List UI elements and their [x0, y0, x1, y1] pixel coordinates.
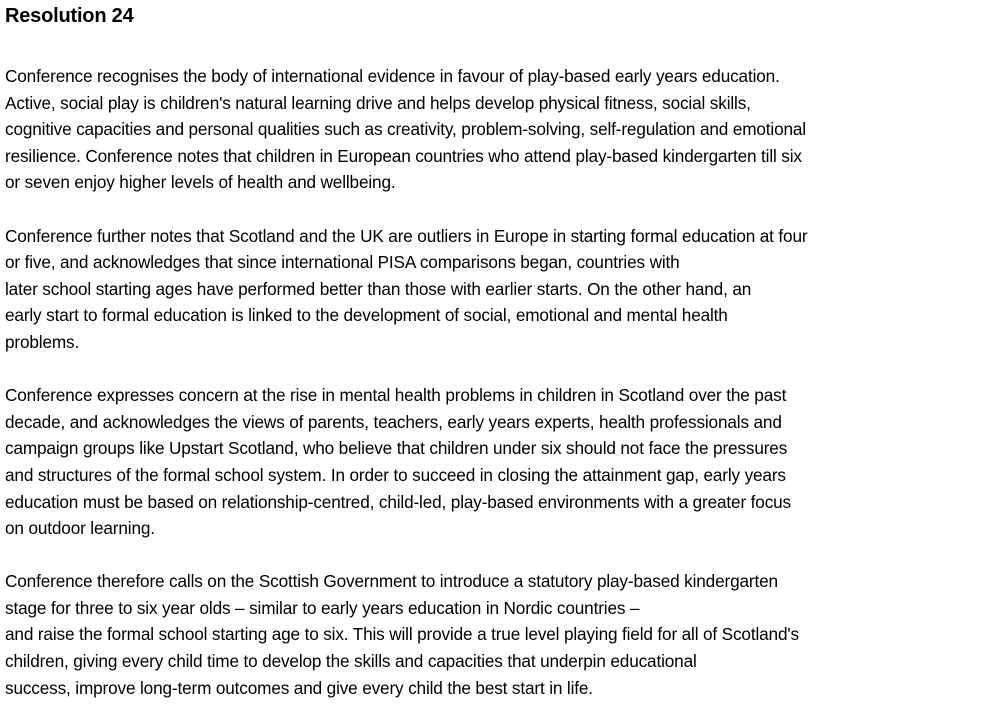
paragraph-concern [5, 382, 985, 542]
paragraph-outliers [5, 223, 985, 356]
text-line: early start to formal education is linked to the development of social, emotional and mental health [5, 305, 728, 326]
paragraph-evidence [5, 63, 985, 196]
text-line: and structures of the formal school system. In order to succeed in closing the attainment gap, early years [5, 464, 786, 485]
text-line: Conference recognises the body of international evidence in favour of play-based early years education. [5, 66, 780, 86]
text-line: stage for three to six year olds – similar to early years education in Nordic countries – [5, 597, 640, 618]
text-line: problems. [5, 331, 80, 352]
text-line: or five, and acknowledges that since international PISA comparisons began, countries with [5, 252, 680, 273]
text-line: education must be based on relationship-centred, child-led, play-based environments with a greater focus [5, 491, 791, 512]
text-line: Conference further notes that Scotland and the UK are outliers in Europe in starting formal education at four [5, 225, 808, 246]
resolution-title: Resolution 24 [5, 5, 134, 27]
text-line: resilience. Conference notes that children in European countries who attend play-based kindergarten till six [5, 145, 802, 166]
text-line: and raise the formal school starting age to six. This will provide a true level playing field for all of Scotland's [5, 624, 799, 645]
text-line: Conference expresses concern at the rise in mental health problems in children in Scotland over the past [5, 385, 787, 406]
text-line: success, improve long-term outcomes and give every child the best start in life. [5, 677, 593, 698]
text-line: children, giving every child time to develop the skills and capacities that underpin educational [5, 651, 697, 672]
text-line: Active, social play is children's natural learning drive and helps develop physical fitness, social skills, [5, 92, 751, 113]
text-line: or seven enjoy higher levels of health and wellbeing. [5, 172, 396, 193]
text-line: Conference therefore calls on the Scottish Government to introduce a statutory play-based kindergarten [5, 571, 778, 592]
text-line: decade, and acknowledges the views of parents, teachers, early years experts, health professionals and [5, 411, 782, 432]
text-line: campaign groups like Upstart Scotland, who believe that children under six should not face the pressures [5, 438, 788, 459]
paragraph-calls [5, 568, 985, 701]
text-line: on outdoor learning. [5, 518, 155, 539]
text-line: later school starting ages have performed better than those with earlier starts. On the other hand, an [5, 278, 752, 299]
text-line: cognitive capacities and personal qualities such as creativity, problem-solving, self-regulation and emotional [5, 119, 806, 140]
document-body [5, 0, 985, 701]
